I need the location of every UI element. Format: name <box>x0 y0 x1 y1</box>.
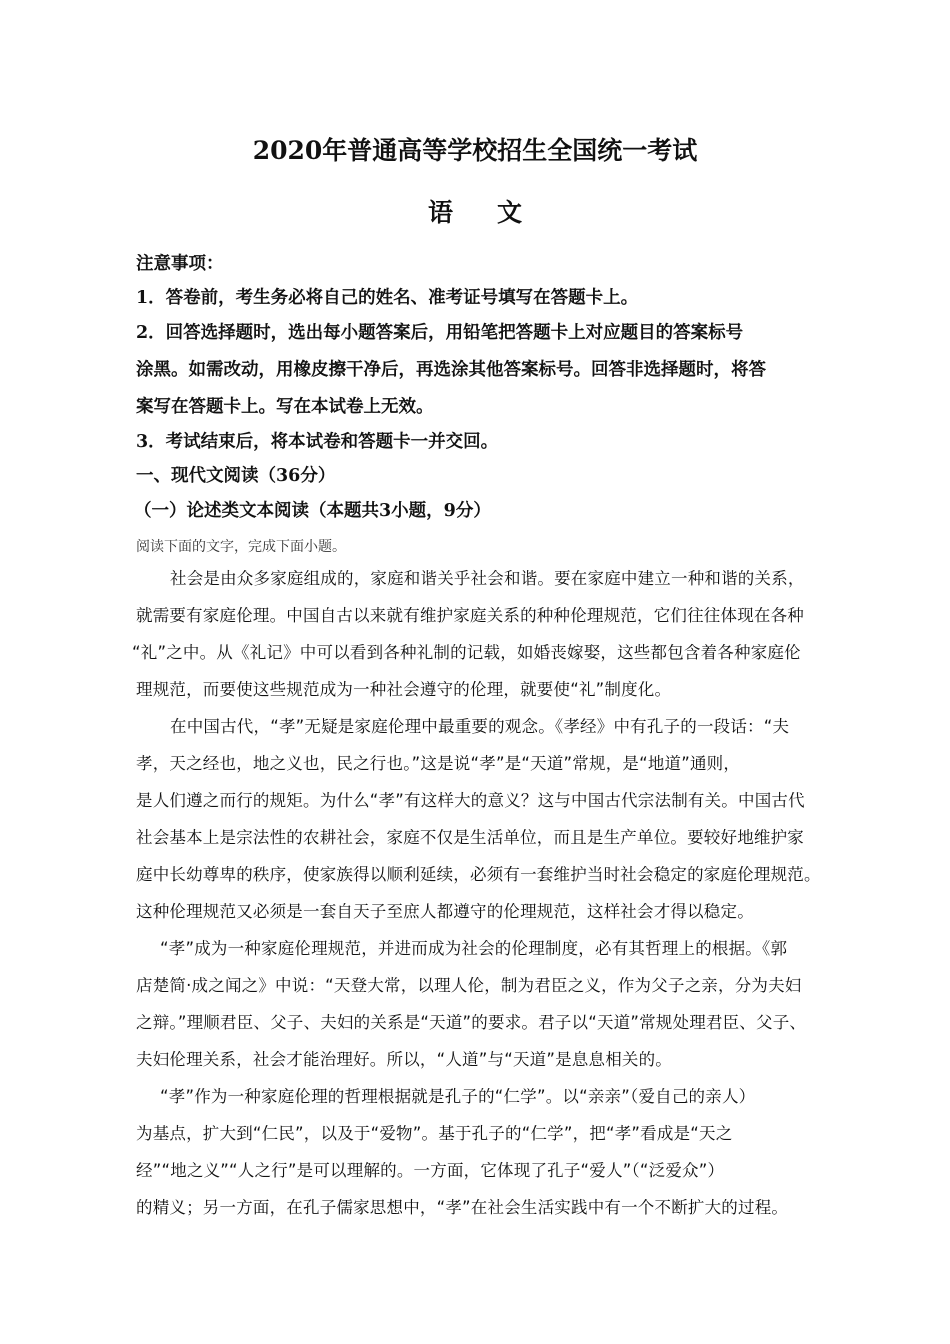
passage-line: 的精义；另一方面，在孔子儒家思想中，“孝”在社会生活实践中有一个不断扩大的过程。 <box>136 1198 789 1217</box>
passage-line: 理规范，而要使这些规范成为一种社会遵守的伦理，就要使“礼”制度化。 <box>136 680 672 699</box>
notice-line: 2．回答选择题时，选出每小题答案后，用铅笔把答题卡上对应题目的答案标号 <box>136 323 744 343</box>
passage-line: 庭中长幼尊卑的秩序，使家族得以顺利延续，必须有一套维护当时社会稳定的家庭伦理规范。 <box>136 865 821 884</box>
notice-line: 案写在答题卡上。写在本试卷上无效。 <box>136 397 434 417</box>
passage-line: 经”“地之义”“人之行”是可以理解的。一方面，它体现了孔子“爱人”（“泛爱众”） <box>136 1161 725 1180</box>
passage-line: 为基点，扩大到“仁民”，以及于“爱物”。基于孔子的“仁学”，把“孝”看成是“天之 <box>136 1124 733 1143</box>
passage-line: 店楚简·成之闻之》中说：“天登大常，以理人伦，制为君臣之义，作为父子之亲，分为夫妇 <box>136 976 802 995</box>
passage-line: 社会是由众多家庭组成的，家庭和谐关乎社会和谐。要在家庭中建立一种和谐的关系， <box>170 569 805 588</box>
passage-line: 孝，天之经也，地之义也，民之行也。”这是说“孝”是“天道”常规，是“地道”通则， <box>136 754 741 773</box>
subject-char-2: 文 <box>497 198 523 227</box>
notice-line: 3．考试结束后，将本试卷和答题卡一并交回。 <box>136 432 499 452</box>
subject-char-1: 语 <box>427 198 453 227</box>
section-title: 一、现代文阅读（36分） <box>136 466 336 486</box>
passage-line: “孝”成为一种家庭伦理规范，并进而成为社会的伦理制度，必有其哲理上的根据。《郭 <box>160 939 788 958</box>
passage-line: 夫妇伦理关系，社会才能治理好。所以，“人道”与“天道”是息息相关的。 <box>136 1050 672 1069</box>
passage-line: “礼”之中。从《礼记》中可以看到各种礼制的记载，如婚丧嫁娶，这些都包含着各种家庭伦 <box>132 643 801 662</box>
notice-heading: 注意事项： <box>136 254 224 274</box>
passage-line: 就需要有家庭伦理。中国自古以来就有维护家庭关系的种种伦理规范，它们往往体现在各种 <box>136 606 804 625</box>
reading-instruction: 阅读下面的文字，完成下面小题。 <box>136 539 346 555</box>
passage-line: “孝”作为一种家庭伦理的哲理根据就是孔子的“仁学”。以“亲亲”（爱自己的亲人） <box>160 1087 756 1106</box>
subject-title <box>0 196 950 230</box>
passage-line: 这种伦理规范又必须是一套自天子至庶人都遵守的伦理规范，这样社会才得以稳定。 <box>136 902 754 921</box>
exam-title: 2020年普通高等学校招生全国统一考试 <box>252 136 698 165</box>
passage-line: 是人们遵之而行的规矩。为什么“孝”有这样大的意义？这与中国古代宗法制有关。中国古代 <box>136 791 805 810</box>
passage-line: 社会基本上是宗法性的农耕社会，家庭不仅是生活单位，而且是生产单位。要较好地维护家 <box>136 828 804 847</box>
subsection-title: （一）论述类文本阅读（本题共3小题，9分） <box>134 501 491 521</box>
notice-line: 1．答卷前，考生务必将自己的姓名、准考证号填写在答题卡上。 <box>136 288 639 308</box>
notice-line: 涂黑。如需改动，用橡皮擦干净后，再选涂其他答案标号。回答非选择题时，将答 <box>136 360 766 380</box>
passage-line: 之辩。”理顺君臣、父子、夫妇的关系是“天道”的要求。君子以“天道”常规处理君臣、父子、 <box>136 1013 807 1032</box>
passage-line: 在中国古代，“孝”无疑是家庭伦理中最重要的观念。《孝经》中有孔子的一段话：“夫 <box>170 717 790 736</box>
